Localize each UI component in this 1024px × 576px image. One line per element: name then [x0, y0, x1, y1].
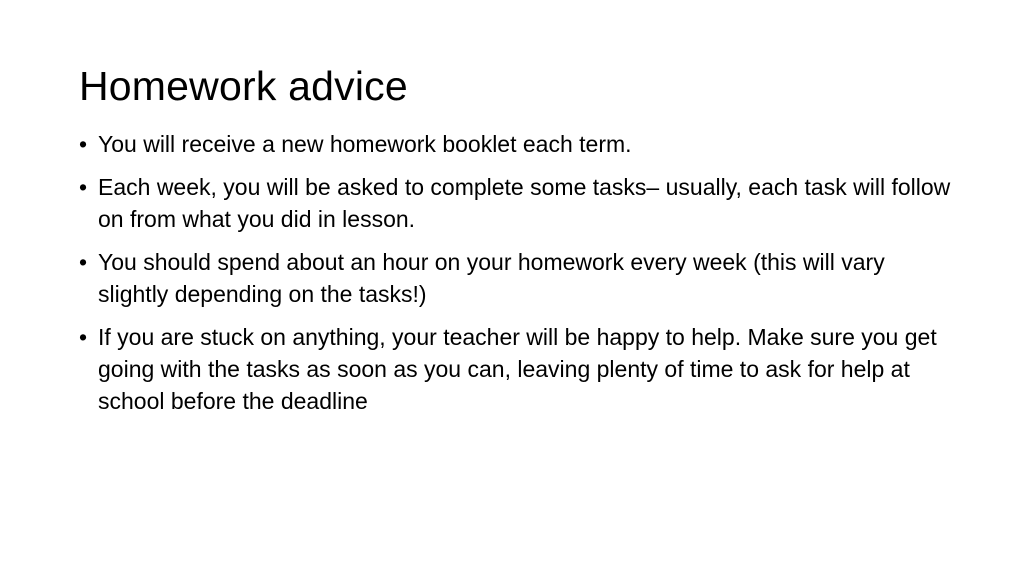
bullet-item-homework-booklet [79, 128, 959, 160]
bullet-item-time-spent [79, 246, 959, 310]
slide-title: Homework advice [79, 63, 408, 109]
bullet-text: Each week, you will be asked to complete some tasks– usually, each task will follow on from what you did in lesson. [98, 174, 951, 232]
bullet-dot-icon: • [79, 249, 88, 275]
bullet-list [79, 128, 959, 428]
bullet-dot-icon: • [79, 324, 88, 350]
bullet-item-getting-help [79, 321, 959, 417]
bullet-item-weekly-tasks [79, 171, 959, 235]
bullet-dot-icon: • [79, 174, 88, 200]
bullet-text: You should spend about an hour on your homework every week (this will vary slightly depending on the tasks!) [98, 249, 885, 307]
bullet-text: If you are stuck on anything, your teacher will be happy to help. Make sure you get going with the tasks as soon as you can, leaving plenty of time to ask for help at school before the deadline [98, 324, 937, 414]
bullet-dot-icon: • [79, 131, 88, 157]
bullet-text: You will receive a new homework booklet each term. [98, 131, 632, 157]
